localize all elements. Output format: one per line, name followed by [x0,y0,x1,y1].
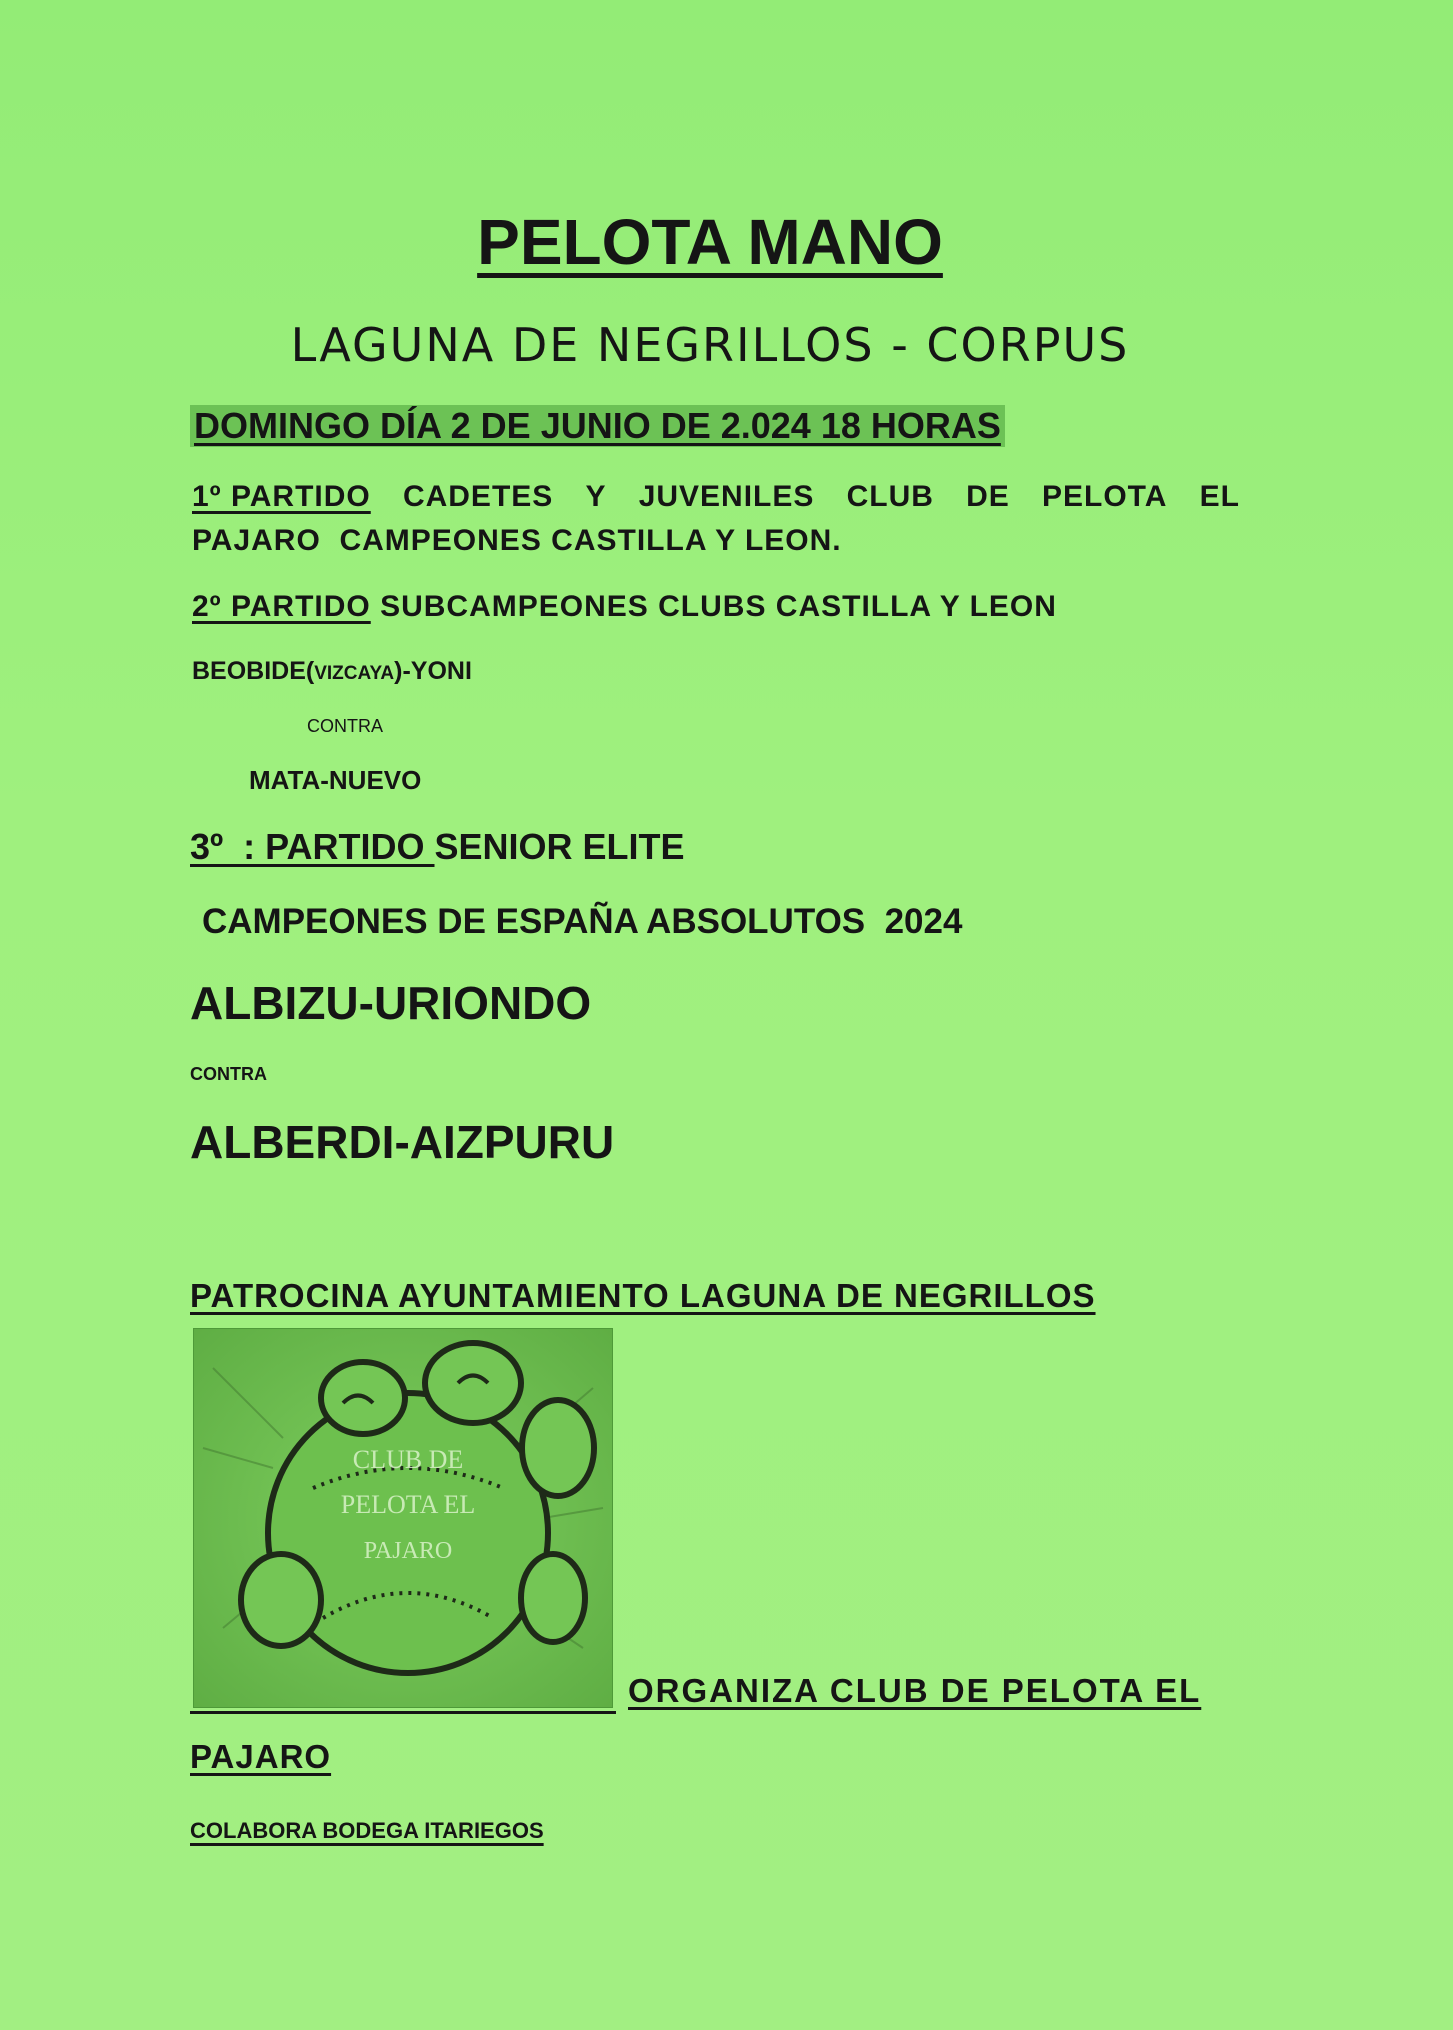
logo-text-line: PAJARO [363,1538,453,1564]
match-1-line-1 [192,480,1240,514]
match-2-line [192,590,1057,624]
match-1-word: CADETES [402,480,554,513]
logo-text-line: PELOTA EL [340,1490,476,1519]
poster-subtitle: LAGUNA DE NEGRILLOS - CORPUS [290,318,1130,372]
match-1-line-2: PAJARO CAMPEONES CASTILLA Y LEON. [192,524,842,557]
match-3-label: 3º : PARTIDO [190,826,435,867]
club-logo-hand-holding-ball-icon [193,1328,613,1708]
team-1-region: VIZCAYA [314,663,395,684]
match-2-team-2: MATA-NUEVO [249,765,422,795]
organizer-line-1: ORGANIZA CLUB DE PELOTA EL [628,1672,1202,1709]
collaborator-line: COLABORA BODEGA ITARIEGOS [190,1818,544,1843]
match-3-versus: CONTRA [190,1064,267,1084]
match-3-team-2: ALBERDI-AIZPURU [190,1116,615,1168]
team-1-name-b: )-YONI [394,657,472,685]
match-1-word: EL [1199,480,1240,513]
organizer-line-2: PAJARO [190,1738,332,1775]
match-3-text: SENIOR ELITE [434,826,685,867]
match-2-text: SUBCAMPEONES CLUBS CASTILLA Y LEON [370,590,1057,623]
match-3-team-1: ALBIZU-URIONDO [190,977,592,1029]
match-3-champions: CAMPEONES DE ESPAÑA ABSOLUTOS 2024 [202,902,963,941]
match-2-versus: CONTRA [307,716,383,736]
match-1-word: Y [585,480,607,513]
sponsor-line: PATROCINA AYUNTAMIENTO LAGUNA DE NEGRILLOS [190,1277,1096,1314]
match-1-word: DE [966,480,1010,513]
match-1-word: CLUB [846,480,934,513]
match-1-word: JUVENILES [638,480,815,513]
match-1-word: PELOTA [1041,480,1168,513]
match-2-team-1 [192,657,472,686]
team-1-name-a: BEOBIDE( [192,657,315,685]
match-2-label: 2º PARTIDO [192,590,371,623]
logo-underline [190,1711,616,1714]
match-1-label: 1º PARTIDO [192,480,371,513]
event-date: DOMINGO DÍA 2 DE JUNIO DE 2.024 18 HORAS [190,405,1005,447]
match-3-line [190,826,685,868]
logo-text-line: CLUB DE [352,1445,464,1474]
poster-title: PELOTA MANO [477,206,943,278]
